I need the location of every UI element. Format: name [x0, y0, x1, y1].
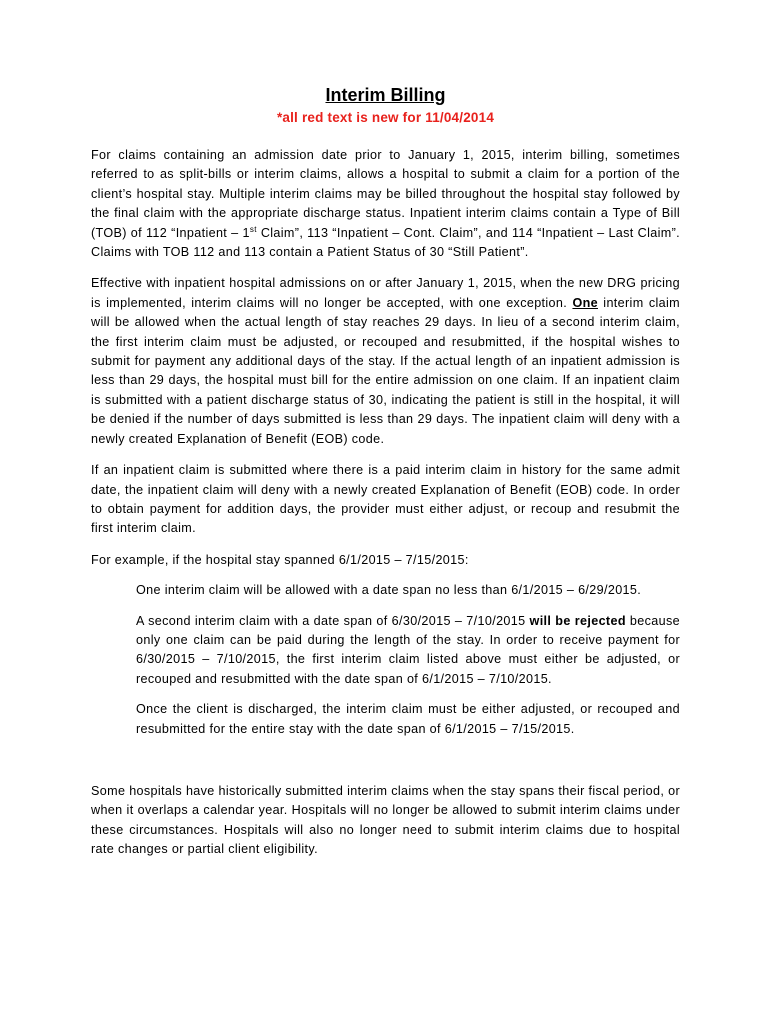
paragraph-paid-interim-history: If an inpatient claim is submitted where there is a paid interim claim in history for the same admit date, the inpatient claim will deny with a newly created Explanation of Benefit (EOB) code. In order to obtain payment for addition days, the provider must either adjust, or recoup and resubmit the first interim claim. [91, 463, 680, 536]
paragraph-example-intro: For example, if the hospital stay spanned 6/1/2015 – 7/15/2015: [91, 552, 469, 567]
paragraph-fiscal-period: Some hospitals have historically submitted interim claims when the stay spans their fiscal period, or when it overlaps a calendar year. Hospitals will no longer be allowed to submit interim claims under these circumstances. Hospitals will also no longer need to submit interim claims due to hospital rate changes or partial client eligibility. [91, 783, 680, 857]
page-title: Interim Billing [325, 85, 446, 105]
emphasis-one: One [572, 295, 598, 310]
text-segment: For claims containing an admission date prior to January 1, 2015, interim billing, sometimes referred to as split-bills or interim claims, allows a hospital to submit a claim for a portion of the client’s hospital stay. Multiple interim claims may be billed throughout the hospital stay followed by the final claim with the appropriate discharge status. Inpatient interim claims contain a Type of Bill (TOB) of 112 “Inpatient – 1 [91, 148, 680, 240]
paragraph-drg-effective [91, 274, 680, 449]
example-discharged: Once the client is discharged, the interim claim must be either adjusted, or recouped and resubmitted for the entire stay with the date span of 6/1/2015 – 7/15/2015. [136, 702, 680, 736]
text-segment: A second interim claim with a date span of 6/30/2015 – 7/10/2015 [136, 613, 530, 628]
red-text-notice: *all red text is new for 11/04/2014 [276, 110, 495, 125]
example-one-interim-claim: One interim claim will be allowed with a date span no less than 6/1/2015 – 6/29/2015. [136, 583, 642, 598]
emphasis-will-be-rejected: will be rejected [529, 613, 626, 628]
example-second-interim-claim [136, 612, 680, 690]
paragraph-interim-billing-intro [91, 146, 680, 262]
example-block [91, 581, 680, 739]
text-segment: because only one claim can be paid during the length of the stay. In order to receive payment for 6/30/2015 – 7/10/2015, the first interim claim listed above must either be adjusted, or recouped and resubmitted with the date span of 6/1/2015 – 7/10/2015. [136, 613, 680, 686]
document-page [91, 84, 680, 860]
superscript-st: st [249, 224, 257, 234]
text-segment: Effective with inpatient hospital admissions on or after January 1, 2015, when the new DRG pricing is implemented, interim claims will no longer be accepted, with one exception. [91, 276, 680, 310]
text-segment: interim claim will be allowed when the actual length of stay reaches 29 days. In lieu of a second interim claim, the first interim claim must be adjusted, or recouped and resubmitted, if the hospital wishes to submit for payment any additional days of the stay. If the actual length of an inpatient admission is less than 29 days, the hospital must bill for the entire admission on one claim. If an inpatient claim is submitted with a patient discharge status of 30, indicating the patient is still in the hospital, it will be denied if the number of days submitted is less than 29 days. The inpatient claim will deny with a newly created Explanation of Benefit (EOB) code. [91, 295, 681, 446]
text-segment: Claim”, 113 “Inpatient – Cont. Claim”, and 114 “Inpatient – Last Claim”. Claims with TOB 112 and 113 contain a Patient Status of 30 “Still Patient”. [91, 225, 680, 260]
